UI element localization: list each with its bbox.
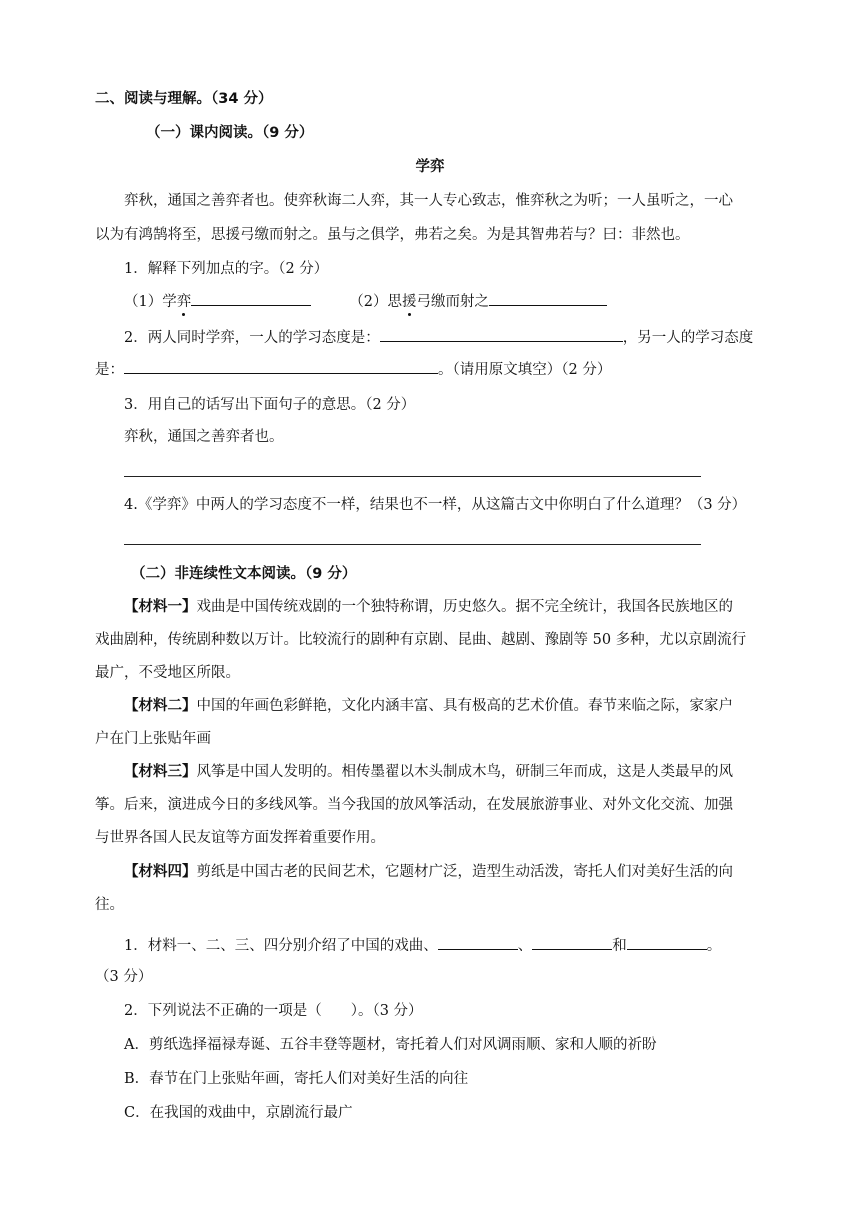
material-2-line-2: 户在门上张贴年画: [95, 731, 211, 747]
q1-item-b-suffix: 弓缴而射之: [416, 294, 489, 310]
material-1-line-2: 戏曲剧种，传统剧种数以万计。比较流行的剧种有京剧、昆曲、越剧、豫剧等 50 多种，尤以京剧流行: [95, 632, 747, 648]
question-2-line-1: [124, 327, 753, 348]
material-4-line-1: [124, 862, 733, 882]
material-3-text: 风筝是中国人发明的。相传墨翟以木头制成木鸟，研制三年而成，这是人类最早的风: [196, 764, 733, 780]
material-1-line-3: 最广，不受地区所限。: [95, 665, 240, 681]
q1-item-a-dotted-char: 弈: [176, 294, 192, 310]
p2q1-text: 1．材料一、二、三、四分别介绍了中国的戏曲、: [124, 938, 438, 954]
question-3: 3．用自己的话写出下面句子的意思。（2 分）: [124, 397, 416, 413]
q2-text-a: 2．两人同时学弈，一人的学习态度是：: [124, 330, 380, 346]
material-3-line-2: 筝。后来，演进成今日的多线风筝。当今我国的放风筝活动，在发展旅游事业、对外文化交流、加强: [95, 797, 733, 813]
material-2-label: 【材料二】: [124, 698, 197, 714]
q3-answer-line[interactable]: [124, 476, 701, 477]
material-3-line-1: [124, 762, 733, 782]
material-1-line-1: [124, 597, 733, 617]
material-4-line-2: 往。: [95, 897, 124, 913]
q1-item-a-blank[interactable]: [191, 291, 311, 306]
q1-item-a-prefix: （1）学: [124, 294, 177, 310]
part2-question-1: [124, 935, 721, 956]
material-1-text: 戏曲是中国传统戏剧的一个独特称谓，历史悠久。据不完全统计，我国各民族地区的: [196, 599, 733, 615]
q2-text-c: 是：: [95, 362, 124, 378]
option-a[interactable]: A．剪纸选择福禄寿诞、五谷丰登等题材，寄托着人们对风调雨顺、家和人顺的祈盼: [124, 1037, 657, 1053]
q1-item-b-prefix: （2）思: [349, 294, 402, 310]
material-3-line-3: 与世界各国人民友谊等方面发挥着重要作用。: [95, 830, 385, 846]
material-1-label: 【材料一】: [124, 599, 197, 615]
q2-blank-2[interactable]: [124, 359, 438, 374]
passage-line-2: 以为有鸿鹄将至，思援弓缴而射之。虽与之俱学，弗若之矣。为是其智弗若与？曰：非然也。: [95, 227, 690, 243]
passage-line-1: 弈秋，通国之善弈者也。使弈秋诲二人弈，其一人专心致志，惟弈秋之为听；一人虽听之，一心: [124, 193, 733, 209]
p2q1-sep-2: 和: [612, 938, 627, 954]
p2q1-sep-1: 、: [517, 938, 533, 954]
material-4-text: 剪纸是中国古老的民间艺术，它题材广泛，造型生动活泼，寄托人们对美好生活的向: [196, 864, 733, 880]
q2-text-b: ，另一人的学习态度: [622, 330, 754, 346]
material-2-line-1: [124, 696, 733, 716]
question-4: 4.《学弈》中两人的学习态度不一样，结果也不一样，从这篇古文中你明白了什么道理？（3 分）: [124, 497, 747, 513]
question-2-line-2: [95, 359, 611, 380]
p2q1-end: 。: [706, 938, 722, 954]
material-3-label: 【材料三】: [124, 764, 197, 780]
p2q1-blank-2[interactable]: [532, 935, 612, 950]
part2-question-2: 2．下列说法不正确的一项是（ ）。（3 分）: [124, 1003, 423, 1019]
option-b[interactable]: B．春节在门上张贴年画，寄托人们对美好生活的向往: [124, 1071, 469, 1087]
part2-heading: （二）非连续性文本阅读。（9 分）: [131, 566, 357, 582]
part1-heading: （一）课内阅读。（9 分）: [146, 125, 314, 141]
option-c[interactable]: C．在我国的戏曲中，京剧流行最广: [124, 1105, 353, 1121]
q4-answer-line[interactable]: [124, 544, 701, 545]
p2q1-blank-1[interactable]: [438, 935, 518, 950]
q1-item-b-dotted-char: 援: [401, 294, 417, 310]
part2-question-1-score: （3 分）: [95, 969, 153, 985]
section-title: 二、阅读与理解。（34 分）: [95, 91, 273, 107]
question-1-items: [124, 291, 607, 312]
q1-item-b-blank[interactable]: [489, 291, 607, 306]
material-4-label: 【材料四】: [124, 864, 197, 880]
question-1: 1．解释下列加点的字。（2 分）: [124, 261, 329, 277]
q2-blank-1[interactable]: [380, 327, 623, 342]
p2q1-blank-3[interactable]: [627, 935, 707, 950]
q2-text-d: 。（请用原文填空）（2 分）: [438, 362, 612, 378]
material-2-text: 中国的年画色彩鲜艳，文化内涵丰富、具有极高的艺术价值。春节来临之际，家家户: [196, 698, 733, 714]
question-3-sentence: 弈秋，通国之善弈者也。: [124, 429, 284, 445]
passage-title: 学弈: [415, 159, 445, 175]
